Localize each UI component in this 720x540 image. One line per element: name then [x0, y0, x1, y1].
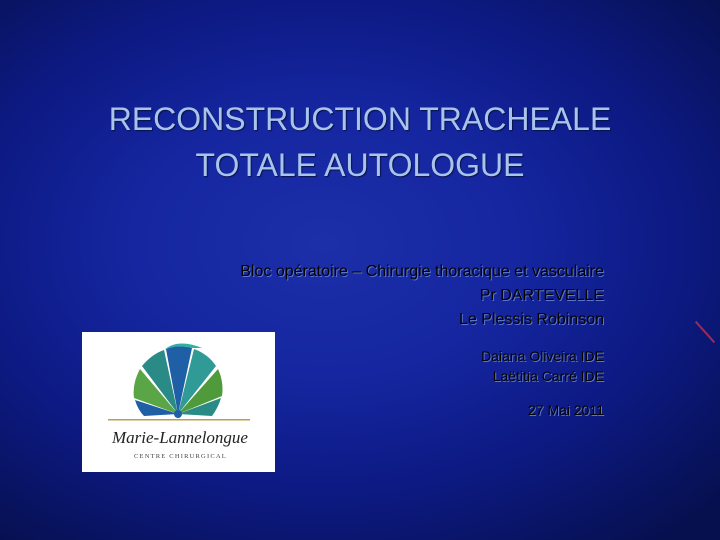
- title-line-2: TOTALE AUTOLOGUE: [195, 147, 525, 183]
- slide-title: [40, 96, 680, 188]
- location-text: Le Plessis Robinson: [459, 311, 604, 328]
- decorative-line: [695, 321, 715, 343]
- author-2-text: Laëtitia Carré IDE: [492, 368, 604, 384]
- title-line-1: RECONSTRUCTION TRACHEALE: [108, 101, 612, 137]
- marie-lannelongue-logo: [82, 332, 275, 472]
- date-text: 27 Mai 2011: [527, 402, 604, 418]
- author-1-text: Daiana Oliveira IDE: [481, 348, 604, 364]
- logo-name: Marie-Lannelongue: [112, 428, 248, 447]
- shell-logo-icon: [82, 332, 275, 472]
- logo-subtitle: CENTRE CHIRURGICAL: [134, 453, 227, 460]
- department-text: Bloc opératoire – Chirurgie thoracique et vasculaire: [240, 263, 604, 280]
- professor-text: Pr DARTEVELLE: [479, 287, 604, 304]
